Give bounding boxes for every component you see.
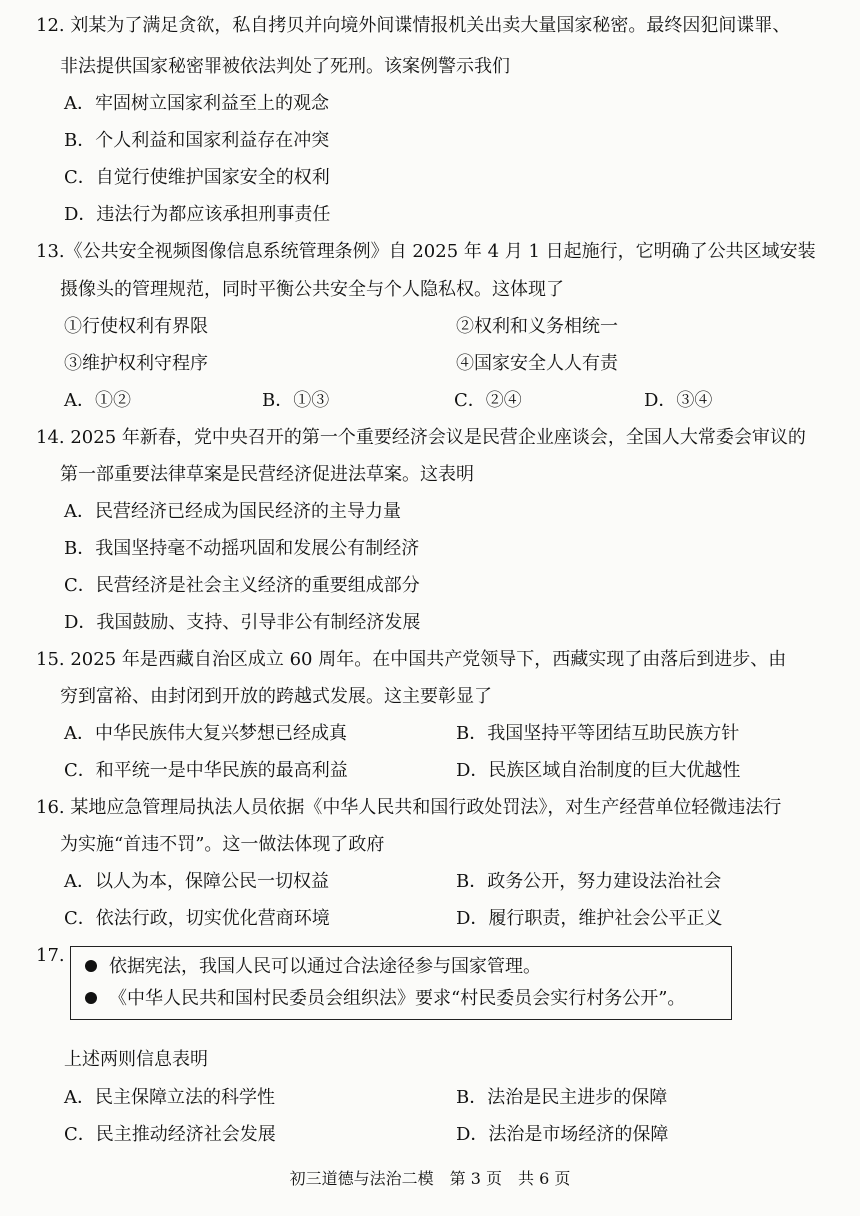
- option-c: C．依法行政，切实优化营商环境: [64, 908, 330, 929]
- option-d: D．违法行为都应该承担刑事责任: [64, 204, 331, 225]
- question-stem-line: 非法提供国家秘密罪被依法判处了死刑。该案例警示我们: [60, 56, 510, 77]
- statement-1: ①行使权利有界限: [64, 316, 208, 337]
- page-footer: 初三道德与法治二模 第 3 页 共 6 页: [289, 1169, 571, 1188]
- info-bullet: [85, 955, 541, 979]
- option-d: D．法治是市场经济的保障: [456, 1124, 669, 1145]
- option-d: D．我国鼓励、支持、引导非公有制经济发展: [64, 612, 421, 633]
- statement-2: ②权利和义务相统一: [456, 316, 618, 337]
- option-b: B．法治是民主进步的保障: [456, 1087, 668, 1108]
- question-stem-line: 16. 某地应急管理局执法人员依据《中华人民共和国行政处罚法》，对生产经营单位轻微违法行: [36, 797, 782, 818]
- option-b: B．我国坚持平等团结互助民族方针: [456, 723, 740, 744]
- option-d: D．③④: [644, 390, 713, 411]
- info-bullet: [85, 987, 685, 1011]
- statement-3: ③维护权利守程序: [64, 353, 208, 374]
- option-a: A．牢固树立国家利益至上的观念: [64, 93, 329, 114]
- option-a: A．民主保障立法的科学性: [64, 1087, 275, 1108]
- option-a: A．①②: [64, 390, 131, 411]
- option-c: C．自觉行使维护国家安全的权利: [64, 167, 330, 188]
- question-number: 17.: [36, 945, 65, 966]
- option-b: B．政务公开，努力建设法治社会: [456, 871, 722, 892]
- question-stem-line: 13.《公共安全视频图像信息系统管理条例》自 2025 年 4 月 1 日起施行，它明确了公共区域安装: [36, 241, 816, 262]
- statement-4: ④国家安全人人有责: [456, 353, 618, 374]
- question-stem-line: 摄像头的管理规范，同时平衡公共安全与个人隐私权。这体现了: [60, 279, 564, 300]
- question-stem-line: 为实施“首违不罚”。这一做法体现了政府: [60, 834, 385, 855]
- question-stem-line: 12. 刘某为了满足贪欲，私自拷贝并向境外间谍情报机关出卖大量国家秘密。最终因犯间谍罪、: [36, 15, 791, 36]
- option-a: A．民营经济已经成为国民经济的主导力量: [64, 501, 401, 522]
- question-stem-line: 15. 2025 年是西藏自治区成立 60 周年。在中国共产党领导下，西藏实现了由落后到进步、由: [36, 649, 787, 670]
- option-a: A．中华民族伟大复兴梦想已经成真: [64, 723, 347, 744]
- bullet-icon: [85, 960, 97, 972]
- option-b: B．①③: [262, 390, 330, 411]
- info-text: 《中华人民共和国村民委员会组织法》要求“村民委员会实行村务公开”。: [109, 988, 686, 1009]
- option-c: C．和平统一是中华民族的最高利益: [64, 760, 348, 781]
- option-a: A．以人为本，保障公民一切权益: [64, 871, 329, 892]
- option-b: B．我国坚持毫不动摇巩固和发展公有制经济: [64, 538, 420, 559]
- info-text: 依据宪法，我国人民可以通过合法途径参与国家管理。: [109, 956, 541, 977]
- question-stem-line: 上述两则信息表明: [64, 1049, 208, 1070]
- question-stem-line: 穷到富裕、由封闭到开放的跨越式发展。这主要彰显了: [60, 686, 492, 707]
- option-c: C．民主推动经济社会发展: [64, 1124, 276, 1145]
- info-box: [70, 946, 732, 1020]
- option-b: B．个人利益和国家利益存在冲突: [64, 130, 330, 151]
- option-c: C．民营经济是社会主义经济的重要组成部分: [64, 575, 420, 596]
- bullet-icon: [85, 992, 97, 1004]
- option-d: D．民族区域自治制度的巨大优越性: [456, 760, 741, 781]
- question-stem-line: 14. 2025 年新春，党中央召开的第一个重要经济会议是民营企业座谈会，全国人大常委会审议的: [36, 427, 806, 448]
- option-d: D．履行职责，维护社会公平正义: [456, 908, 723, 929]
- question-stem-line: 第一部重要法律草案是民营经济促进法草案。这表明: [60, 464, 474, 485]
- option-c: C．②④: [454, 390, 522, 411]
